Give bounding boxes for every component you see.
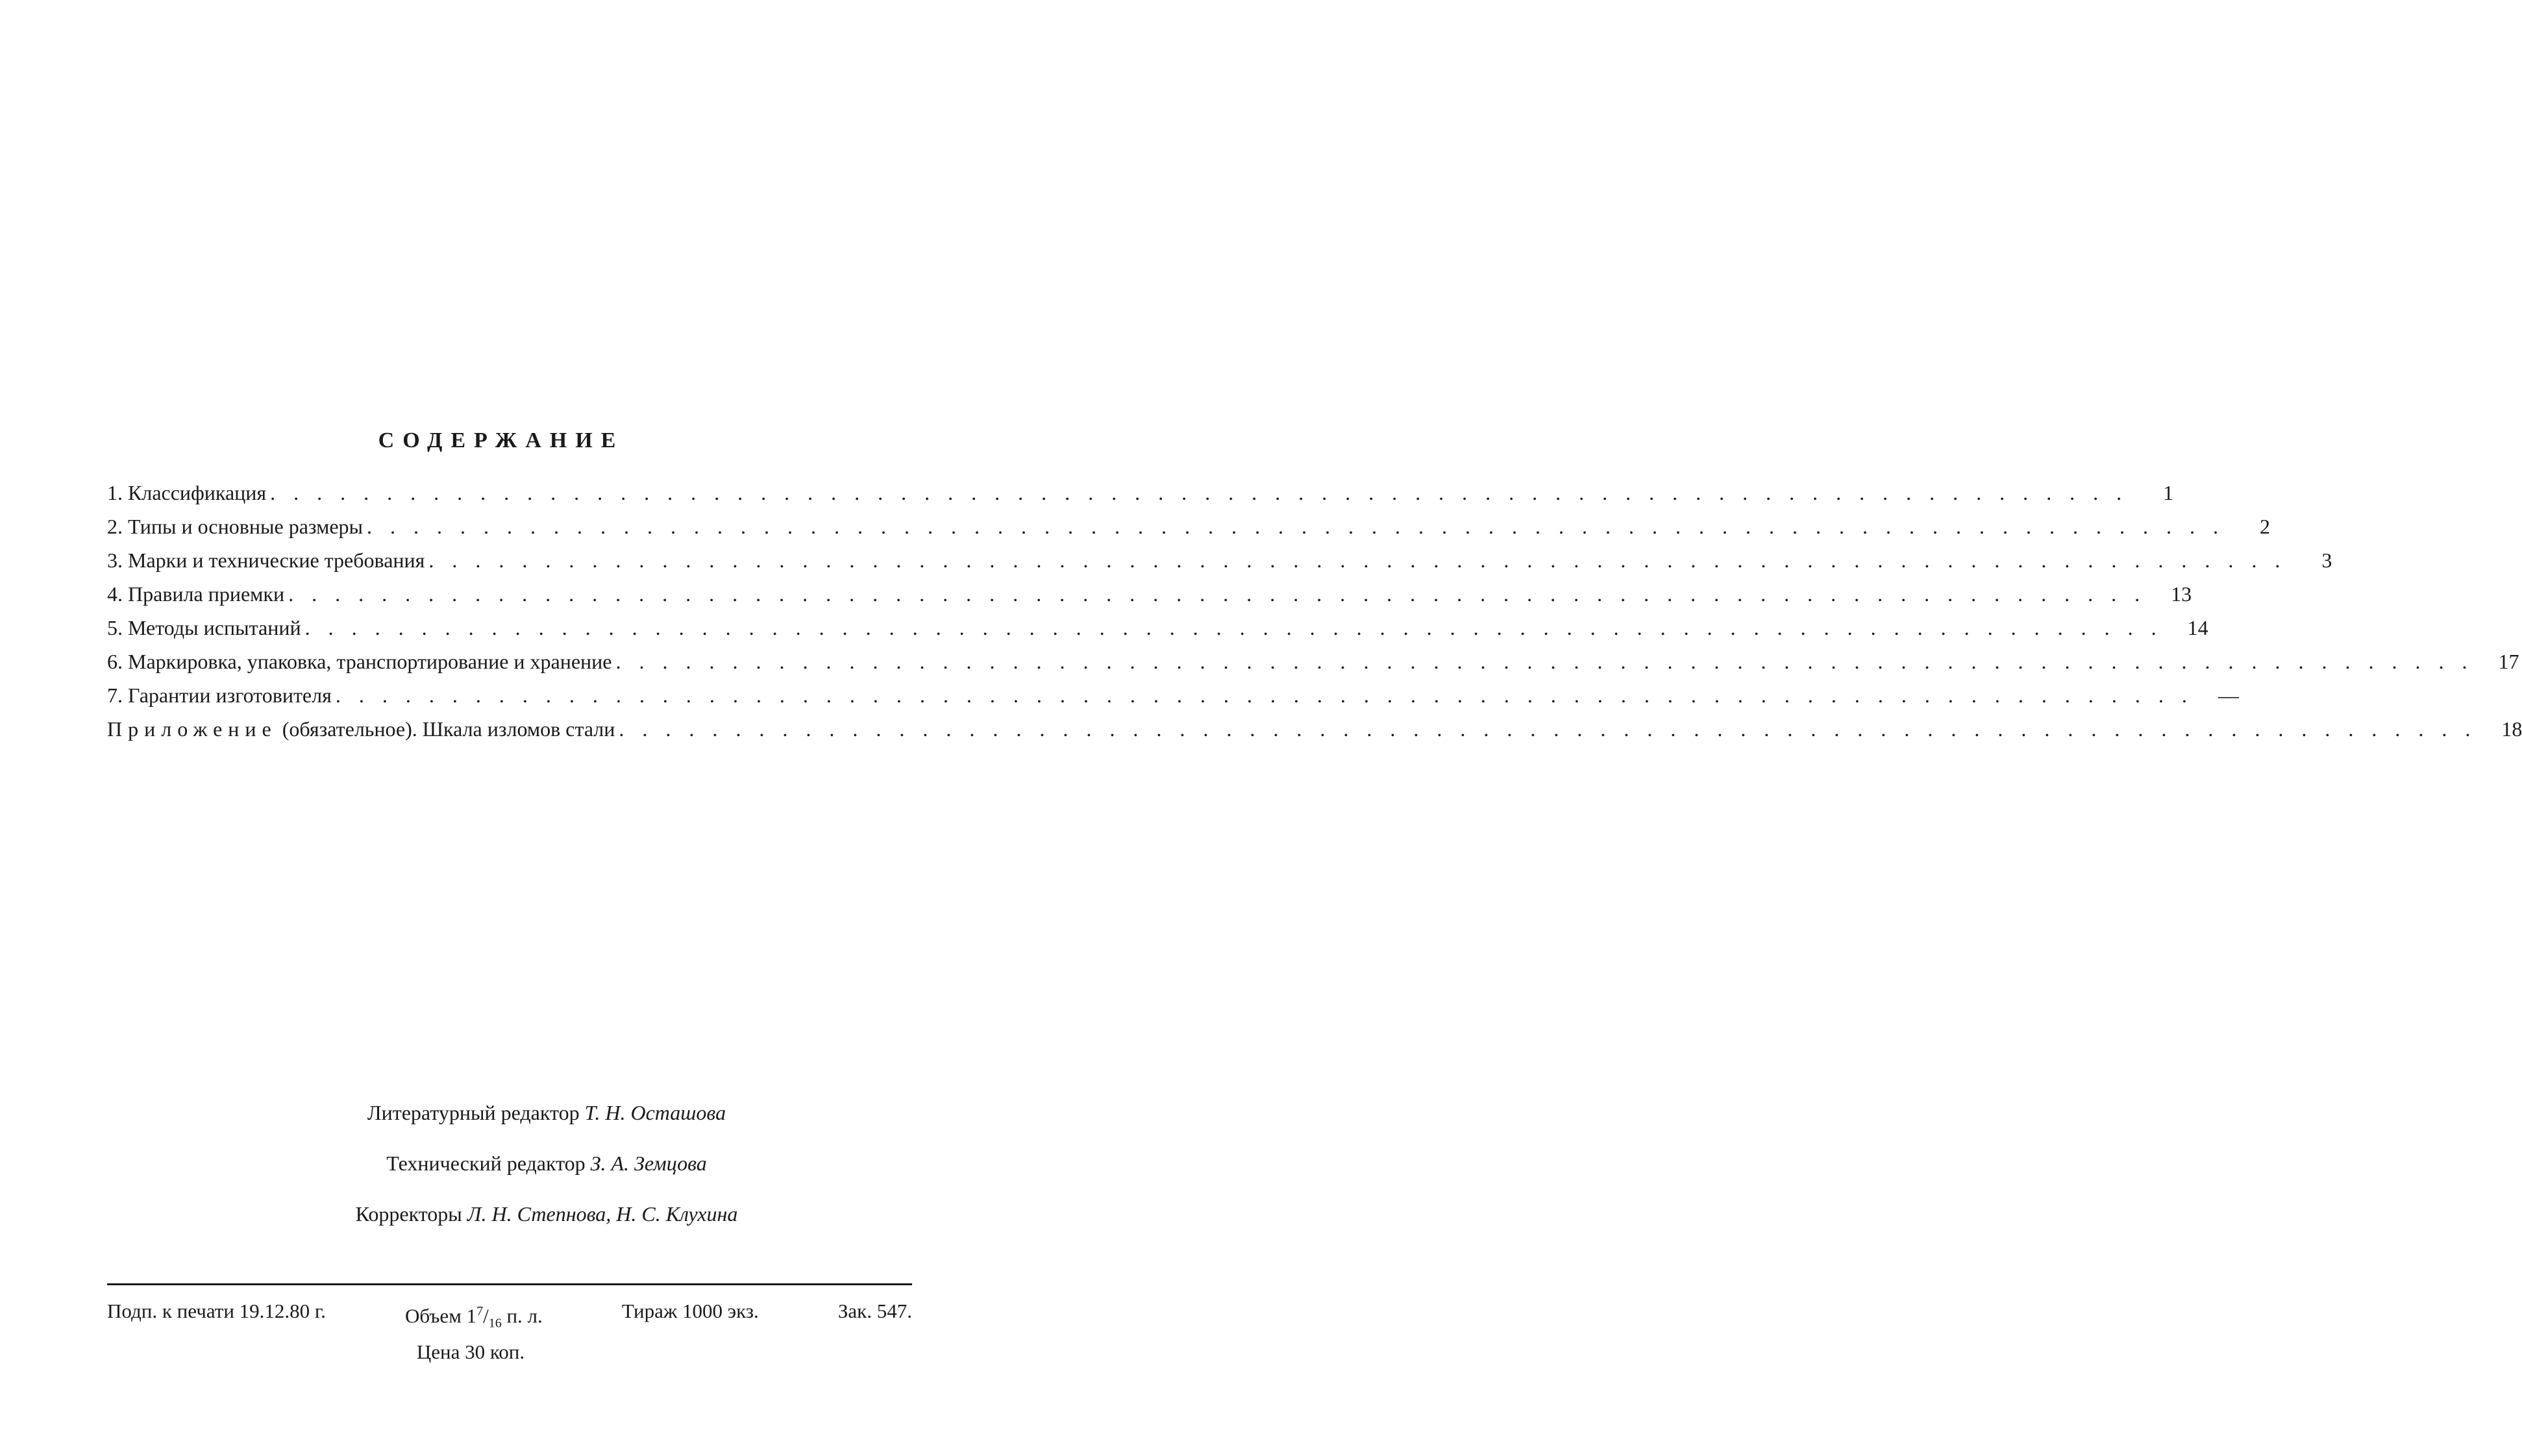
imprint-details (107, 1297, 912, 1338)
toc-leader-dots: . . . . . . . . . . . . . . . . . . . . . . . . . . . . . . . . . . . . . . . . . . . . . . . . . . . . . . . . . . . . . . . . . . . . . . . . . . . . . . . . (615, 650, 2474, 673)
toc-entry-label (107, 712, 619, 746)
toc-entry-label: 4. Правила приемки (107, 577, 288, 611)
imprint-order: Зак. 547. (837, 1300, 912, 1322)
toc-entry (107, 577, 2192, 611)
toc-entry-label: 1. Классификация (107, 476, 270, 510)
toc-entry-label: 5. Методы испытаний (107, 611, 305, 645)
toc-entry-page: 18 (2501, 717, 2522, 741)
toc-entry-page: 14 (2187, 616, 2208, 639)
toc-leader-dots: . . . . . . . . . . . . . . . . . . . . . . . . . . . . . . . . . . . . . . . . . . . . . . . . . . . . . . . . . . . . . . . . . . . . . . . . . . . . . . . . (428, 549, 2287, 572)
toc-title: СОДЕРЖАНИЕ (378, 428, 624, 452)
credit-name: З. А. Земцова (590, 1152, 707, 1175)
toc-entry-label: 6. Маркировка, упаковка, транспортирование и хранение (107, 645, 616, 678)
toc-leader-dots: . . . . . . . . . . . . . . . . . . . . . . . . . . . . . . . . . . . . . . . . . . . . . . . . . . . . . . . . . . . . . . . . . . . . . . . . . . . . . . . . (304, 616, 2163, 639)
toc-entry (107, 678, 2239, 712)
toc-entry (107, 476, 2174, 510)
table-of-contents (107, 476, 2522, 746)
imprint (107, 1297, 912, 1366)
toc-entry-page: 3 (2321, 549, 2332, 572)
volume-prefix: Объем 1 (405, 1304, 477, 1327)
volume-suffix: п. л. (501, 1304, 543, 1327)
toc-entry-page: — (2218, 684, 2239, 707)
credit-name: Т. Н. Осташова (584, 1101, 726, 1124)
imprint-volume: Объем $1^7/_{16}$ п. л. (405, 1304, 543, 1331)
imprint-signed: Подп. к печати 19.12.80 г. (107, 1300, 326, 1322)
toc-entry-page: 13 (2171, 582, 2192, 606)
toc-entry-page: 17 (2498, 650, 2519, 673)
toc-entry-label: 2. Типы и основные размеры (107, 510, 367, 543)
toc-entry-page: 1 (2163, 481, 2174, 504)
toc-entry (107, 510, 2271, 543)
toc-entry (107, 645, 2519, 678)
toc-entry-page: 2 (2260, 515, 2271, 538)
toc-leader-dots: . . . . . . . . . . . . . . . . . . . . . . . . . . . . . . . . . . . . . . . . . . . . . . . . . . . . . . . . . . . . . . . . . . . . . . . . . . . . . . . . (335, 684, 2194, 707)
literary-editor-credit (97, 1087, 996, 1138)
toc-entry-label: 7. Гарантии изготовителя (107, 678, 336, 712)
appendix-word: Приложение (107, 717, 277, 741)
credit-name: Л. Н. Степнова, Н. С. Клухина (467, 1202, 738, 1226)
toc-leader-dots: . . . . . . . . . . . . . . . . . . . . . . . . . . . . . . . . . . . . . . . . . . . . . . . . . . . . . . . . . . . . . . . . . . . . . . . . . . . . . . . . (619, 717, 2477, 741)
imprint-circulation: Тираж 1000 экз. (621, 1300, 759, 1322)
credit-role: Литературный редактор (367, 1101, 580, 1124)
proofreaders-credit (97, 1189, 996, 1239)
appendix-title: (обязательное). Шкала изломов стали (277, 717, 615, 741)
volume-denominator: 16 (488, 1316, 502, 1331)
credit-role: Корректоры (355, 1202, 462, 1226)
technical-editor-credit (97, 1138, 996, 1189)
credit-role: Технический редактор (386, 1152, 586, 1175)
toc-entry (107, 611, 2208, 645)
volume-numerator: 7 (476, 1304, 484, 1318)
editorial-credits (0, 1087, 996, 1239)
toc-entry (107, 543, 2332, 577)
imprint-divider (107, 1283, 912, 1285)
toc-entry-label: 3. Марки и технические требования (107, 543, 428, 577)
toc-leader-dots: . . . . . . . . . . . . . . . . . . . . . . . . . . . . . . . . . . . . . . . . . . . . . . . . . . . . . . . . . . . . . . . . . . . . . . . . . . . . . . . . (367, 515, 2225, 538)
toc-leader-dots: . . . . . . . . . . . . . . . . . . . . . . . . . . . . . . . . . . . . . . . . . . . . . . . . . . . . . . . . . . . . . . . . . . . . . . . . . . . . . . . . (288, 582, 2147, 606)
toc-entry-appendix (107, 712, 2522, 746)
toc-leader-dots: . . . . . . . . . . . . . . . . . . . . . . . . . . . . . . . . . . . . . . . . . . . . . . . . . . . . . . . . . . . . . . . . . . . . . . . . . . . . . . . . (270, 481, 2129, 504)
imprint-price: Цена 30 коп. (416, 1340, 525, 1363)
